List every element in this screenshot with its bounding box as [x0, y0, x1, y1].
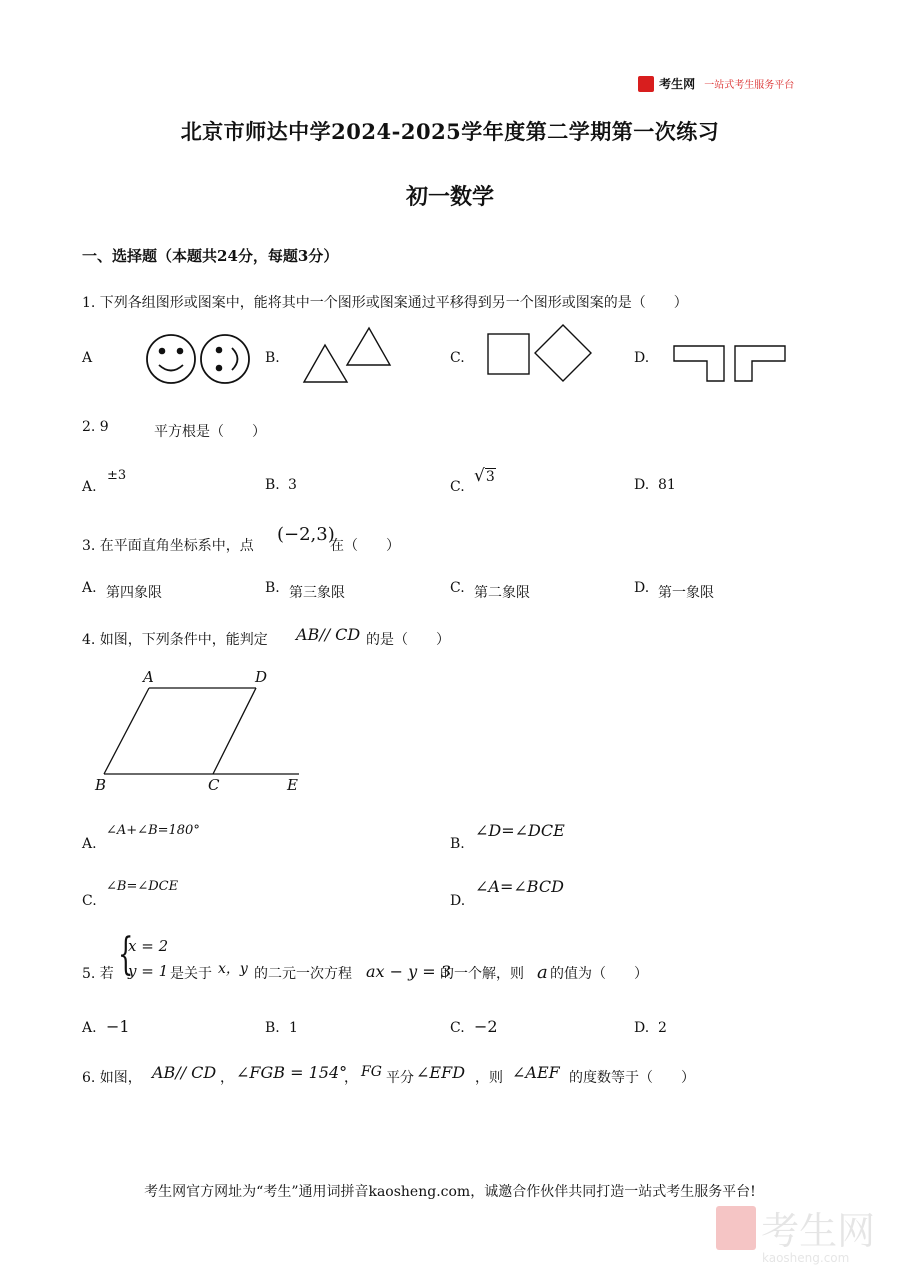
q4-opt-d-value: ∠A=∠BCD: [475, 877, 564, 896]
q5-opt-b-value: 1: [289, 1020, 298, 1036]
q4-condition: AB// CD: [296, 625, 361, 644]
q3-opt-b-label: B.: [265, 580, 280, 596]
page-subtitle: 初一数学: [405, 184, 494, 210]
watermark-text: 考生网: [761, 1209, 876, 1253]
q5-opt-d-value: 2: [658, 1020, 667, 1036]
q4-opt-d-label: D.: [450, 893, 466, 909]
q4-opt-b-value: ∠D=∠DCE: [475, 821, 565, 840]
q3-opt-a-value: 第四象限: [106, 585, 162, 601]
q5-num: 5. 若: [82, 966, 114, 982]
q2-opt-a-value: ±3: [107, 468, 127, 483]
q5-equation: ax − y = 3: [366, 962, 451, 981]
q5-opt-c-label: C.: [450, 1020, 465, 1036]
q3-opt-b-value: 第三象限: [289, 585, 345, 601]
q4-point-d: D: [255, 668, 268, 686]
q3-opt-c-value: 第二象限: [474, 585, 530, 601]
q5-eq2: y = 1: [128, 962, 169, 980]
q1-label-d: D.: [634, 350, 650, 366]
watermark-sub: kaosheng.com: [762, 1251, 850, 1265]
q3-opt-d-value: 第一象限: [658, 585, 714, 601]
q1-label-c: C.: [450, 350, 465, 366]
logo-slogan: 一站式考生服务平台: [704, 80, 795, 91]
q2-opt-a-label: A.: [82, 479, 97, 495]
page-footer: 考生网官方网址为“考生”通用词拼音kaosheng.com，诚邀合作伙伴共同打造一站式考生服务平台!: [144, 1184, 756, 1200]
sqrt-icon: √: [474, 466, 485, 486]
q5-opt-d-label: D.: [634, 1020, 650, 1036]
q6-fg: FG: [361, 1064, 382, 1080]
header-logo: [638, 73, 794, 93]
q1-figures: [0, 320, 900, 400]
q3-stem-prefix: 3. 在平面直角坐标系中，点: [82, 538, 254, 554]
q2-num: 2. 9: [82, 419, 109, 435]
q5-var-a: a: [537, 962, 548, 983]
watermark: [716, 1200, 875, 1265]
q3-opt-d-label: D.: [634, 580, 650, 596]
q1-label-a: A: [82, 350, 93, 366]
q5-eq1: x = 2: [128, 937, 169, 955]
q2-opt-d-label: D.: [634, 477, 650, 493]
section-heading: 一、选择题（本题共24分，每题3分）: [82, 247, 339, 265]
q4-opt-a-value: ∠A+∠B=180°: [106, 823, 200, 838]
logo-icon: [638, 76, 654, 92]
q5-vars: x，y: [218, 961, 248, 977]
smiley-faces-figure: [147, 335, 249, 383]
q3-opt-a-label: A.: [82, 580, 97, 596]
q5-opt-a-value: −1: [106, 1017, 130, 1036]
q6-efd: ∠EFD: [416, 1063, 466, 1082]
q2-stem: 平方根是（ ）: [154, 424, 266, 440]
q6-num: 6. 如图，: [82, 1070, 142, 1086]
q3-opt-c-label: C.: [450, 580, 465, 596]
q4-point-c: C: [208, 776, 220, 794]
q4-opt-a-label: A.: [82, 836, 97, 852]
l-shapes-figure: [674, 346, 785, 381]
q5-opt-b-label: B.: [265, 1020, 280, 1036]
q4-point-a: A: [143, 668, 154, 686]
q6-sep2: ，: [344, 1070, 358, 1086]
q4-opt-b-label: B.: [450, 836, 465, 852]
q5-brace: {: [118, 929, 134, 980]
q6-sep1: ，: [220, 1070, 234, 1086]
q5-mid4: 的值为（ ）: [550, 966, 648, 982]
q6-aef: ∠AEF: [512, 1063, 560, 1082]
q5-opt-a-label: A.: [82, 1020, 97, 1036]
q6-cond2: ∠FGB = 154°: [236, 1063, 348, 1082]
q5-mid3: 的一个解，则: [440, 966, 524, 982]
q4-stem-suffix: 的是（ ）: [366, 632, 450, 648]
q3-stem-suffix: 在（ ）: [330, 538, 400, 554]
q5-mid2: 的二元一次方程: [254, 966, 352, 982]
q5-mid1: 是关于: [170, 966, 212, 982]
q4-point-b: B: [95, 776, 107, 794]
q6-mid: 平分: [386, 1070, 414, 1086]
q4-opt-c-label: C.: [82, 893, 97, 909]
q6-mid2: ，则: [475, 1070, 503, 1086]
watermark-logo-icon: [716, 1206, 756, 1250]
q2-opt-d-value: 81: [658, 477, 676, 493]
q2-opt-c-value: √3: [474, 466, 495, 486]
square-diamond-figure: [488, 325, 591, 381]
q3-point: (−2,3): [277, 524, 335, 545]
page-title: 北京市师达中学2024-2025学年度第二学期第一次练习: [180, 119, 720, 144]
q4-point-e: E: [287, 776, 298, 794]
q5-opt-c-value: −2: [474, 1017, 498, 1036]
q6-suffix: 的度数等于（ ）: [569, 1070, 695, 1086]
q4-stem-prefix: 4. 如图，下列条件中，能判定: [82, 632, 268, 648]
logo-text: 考生网: [659, 77, 696, 91]
q4-opt-c-value: ∠B=∠DCE: [106, 879, 179, 894]
q2-opt-b-label: B.: [265, 477, 280, 493]
q2-opt-b-value: 3: [288, 477, 297, 493]
q1-label-b: B.: [265, 350, 280, 366]
triangles-figure: [304, 328, 390, 382]
q1-stem: 1. 下列各组图形或图案中，能将其中一个图形或图案通过平移得到另一个图形或图案的是（ ）: [82, 295, 688, 311]
q2-opt-c-label: C.: [450, 479, 465, 495]
q6-cond1: AB// CD: [152, 1063, 217, 1082]
